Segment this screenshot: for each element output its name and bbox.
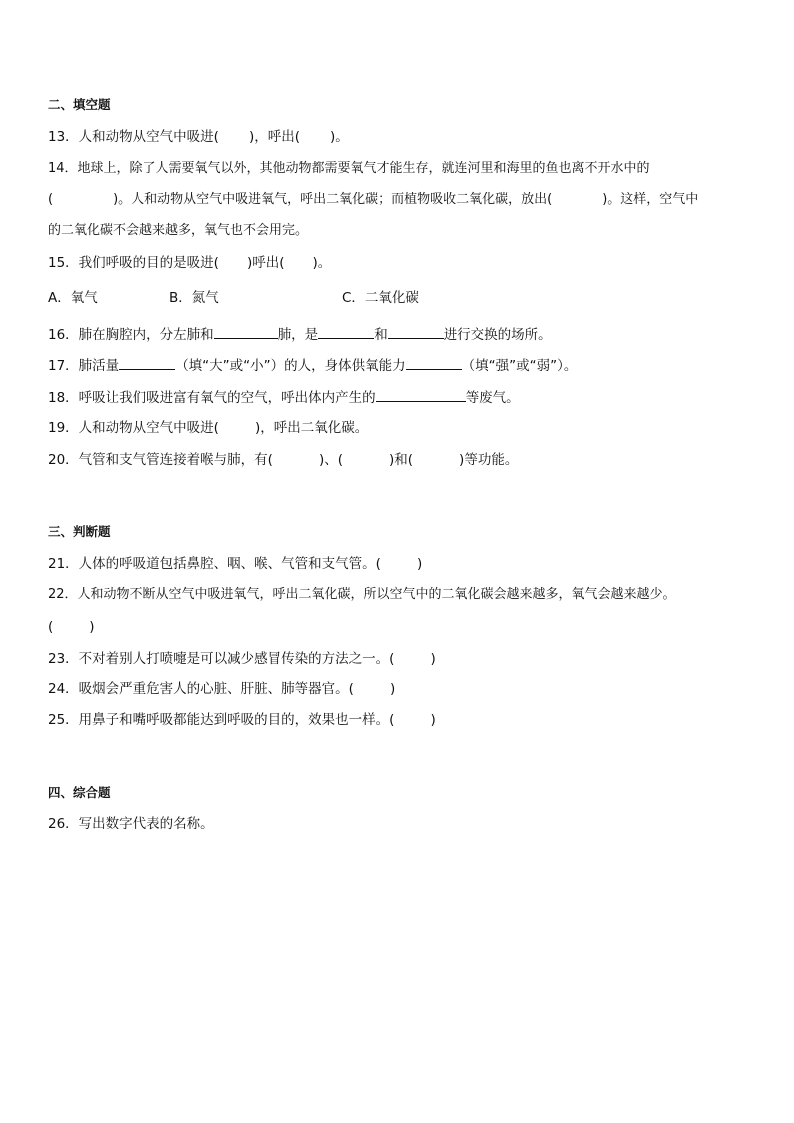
question-22-line-2 (48, 618, 95, 636)
q25-text-a: 25．用鼻子和嘴呼吸都能达到呼吸的目的，效果也一样。( (48, 712, 395, 728)
question-23 (48, 650, 436, 668)
question-21 (48, 555, 422, 573)
question-20 (48, 451, 518, 469)
section-title-judge: 三、判断题 (48, 524, 111, 539)
q19-text-b: )，呼出二氧化碳。 (254, 420, 369, 436)
q20-text-a: 20．气管和支气管连接着喉与肺，有( (48, 452, 273, 468)
q15-text-b: )呼出( (246, 255, 285, 271)
q13-text-b: )，呼出( (248, 129, 300, 145)
q15-text-a: 15．我们呼吸的目的是吸进( (48, 255, 219, 271)
q17-blank-1[interactable] (119, 356, 175, 370)
section-title-comprehensive: 四、综合题 (48, 785, 111, 800)
question-14-line-1: 14．地球上，除了人需要氧气以外，其他动物都需要氧气才能生存，就连河里和海里的鱼也离不开水中的 (48, 161, 650, 176)
question-22-line-1: 22．人和动物不断从空气中吸进氧气，呼出二氧化碳，所以空气中的二氧化碳会越来越多，氧气会越来越少。 (48, 587, 676, 602)
question-14-line-2 (48, 191, 698, 209)
q23-text-a: 23．不对着别人打喷嚏是可以减少感冒传染的方法之一。( (48, 651, 395, 667)
question-18 (48, 388, 520, 407)
q17-text-a: 17．肺活量 (48, 358, 120, 374)
q23-text-b: ) (430, 651, 436, 667)
q16-text-b: 肺，是 (277, 327, 319, 343)
q22-text-b: ) (89, 619, 95, 635)
question-17 (48, 356, 577, 375)
q17-text-c: （填“强”或“弱”）。 (461, 358, 578, 374)
q16-blank-2[interactable] (318, 325, 374, 339)
q16-text-a: 16．肺在胸腔内，分左肺和 (48, 327, 214, 343)
q16-text-d: 进行交换的场所。 (443, 327, 552, 343)
section-title-fill: 二、填空题 (48, 97, 111, 112)
q18-blank-1[interactable] (376, 388, 466, 402)
question-26: 26．写出数字代表的名称。 (48, 816, 214, 832)
q13-text-c: )。 (330, 129, 349, 145)
q13-text-a: 13．人和动物从空气中吸进( (48, 129, 219, 145)
q20-text-b: )、( (318, 452, 343, 468)
q24-text-b: ) (389, 681, 396, 697)
question-24 (48, 680, 395, 698)
q20-text-d: )等功能。 (459, 452, 519, 468)
question-13 (48, 128, 349, 146)
question-16 (48, 325, 552, 344)
q15-option-c[interactable]: C．二氧化碳 (342, 290, 419, 306)
question-14-line-3: 的二氧化碳不会越来越多，氧气也不会用完。 (48, 223, 309, 238)
q16-blank-3[interactable] (388, 325, 444, 339)
q18-text-a: 18．呼吸让我们吸进富有氧气的空气，呼出体内产生的 (48, 390, 376, 406)
q25-text-b: ) (430, 712, 436, 728)
question-15 (48, 254, 331, 272)
q16-blank-1[interactable] (214, 325, 278, 339)
q16-text-c: 和 (374, 327, 388, 343)
q15-option-a[interactable]: A．氧气 (48, 290, 98, 306)
q19-text-a: 19．人和动物从空气中吸进( (48, 420, 219, 436)
q14-text-b: )。人和动物从空气中吸进氧气，呼出二氧化碳；而植物吸收二氧化碳，放出( (113, 192, 553, 207)
q22-text-a: ( (48, 619, 54, 635)
q15-option-b[interactable]: B．氮气 (169, 290, 219, 306)
q17-blank-2[interactable] (406, 356, 462, 370)
q20-text-c: )和( (389, 452, 414, 468)
q15-text-c: )。 (312, 255, 332, 271)
q14-text-a: ( (48, 192, 54, 207)
q21-text-b: ) (416, 556, 423, 572)
question-25 (48, 711, 436, 729)
q18-text-b: 等废气。 (465, 390, 520, 406)
q14-text-c: )。这样，空气中 (602, 192, 699, 207)
question-19 (48, 419, 368, 437)
q17-text-b: （填“大”或“小”）的人，身体供氧能力 (175, 358, 406, 374)
q21-text-a: 21．人体的呼吸道包括鼻腔、咽、喉、气管和支气管。( (48, 556, 381, 572)
q24-text-a: 24．吸烟会严重危害人的心脏、肝脏、肺等器官。( (48, 681, 354, 697)
